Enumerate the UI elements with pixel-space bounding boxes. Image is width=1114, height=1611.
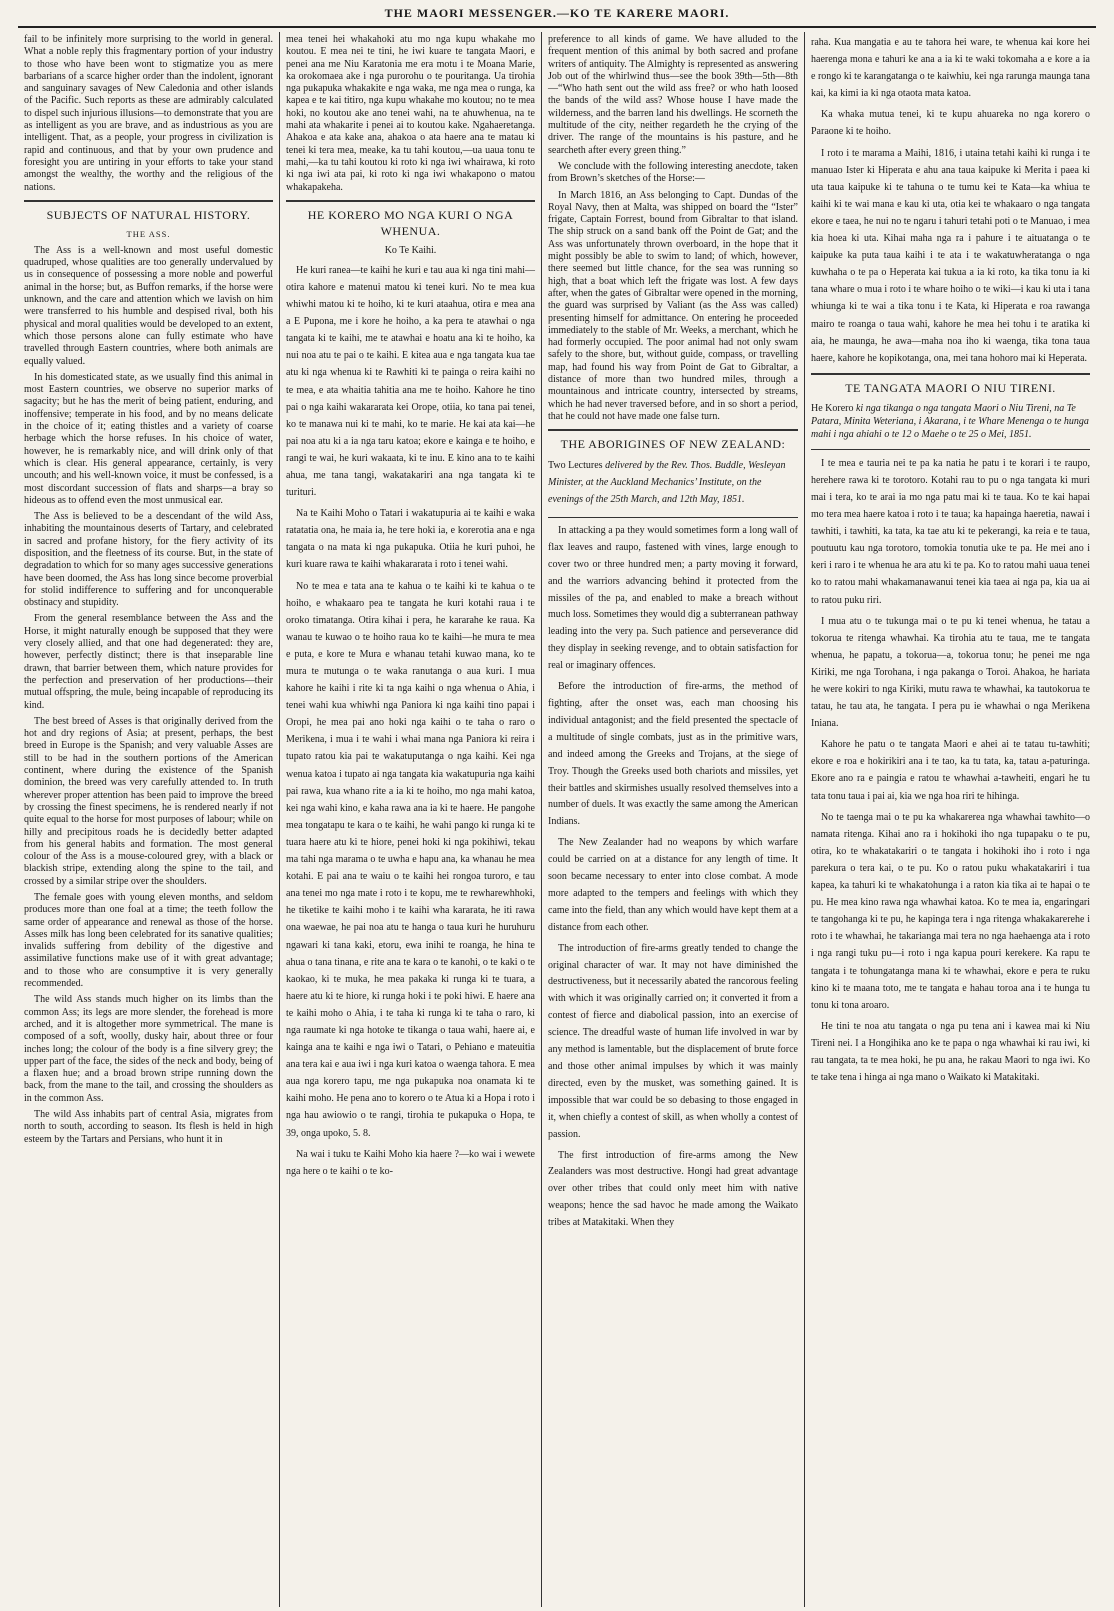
col2-paragraph: Na te Kaihi Moho o Tatari i wakatupuria ai te kaihi e waka ratatatia ona, he maia ia, he tere hoki ia, e korerotia ana e nga tangata o na mata ki nga pukapuka. Otiia he kuri puhoi, he kuri kuare rawa te kaihi whakararata i roto i tenei wahi. (286, 508, 535, 571)
section-rule (286, 200, 535, 202)
col2-paragraph: Na wai i tuku te Kaihi Moho kia haere ?—ko wai i wewete nga here o te kaihi o te ko- (286, 1148, 535, 1177)
col1-paragraph: From the general resemblance between the Ass and the Horse, it might naturally enough be supposed that they were very closely allied, and that one had degenerated: they are, however, perfectly distinct; there is that inseparable line drawn, that barrier between them, which nature provides for the perfection and preservation of her productions—their mutual offspring, the mule, being incapable of reproducing its kind. (24, 613, 273, 711)
col3-paragraph: The introduction of fire-arms greatly tended to change the original character of war. It may not have diminished the destructiveness, but it necessarily abated the rancorous feeling with which it was originally carried on; it converted it from a contest of fierce and diabolical passion, into an exercise of science. The dreadful waste of human life involved in war by any method is lamentable, but the displacement of brute force and those other animal impulses by which it was mainly directed, even by the musket, was something gained. It is impossible that war could be so debasing to those engaged in it, when chiefly a contest of skill, as when wholly a contest of passion. (548, 942, 798, 1140)
column-2 (280, 32, 542, 1607)
col3-paragraph: The first introduction of fire-arms among the New Zealanders was most destructive. Hongi had great advantage over other tribes that could only meet him with native weapons; hence the sad havoc he made among the Waikato tribes at Matakitaki. When they (548, 1149, 798, 1229)
section-rule (811, 373, 1090, 375)
col1-paragraph: The wild Ass stands much higher on its limbs than the common Ass; its legs are more slender, the forehead is more arched, and it is altogether more symmetrical. The mane is composed of a soft, woolly, dusky hair, about three or four inches long; the colour of the body is a fine silvery grey; the upper part of the face, the sides of the neck and body, being of a flaxen hue; and a broad brown stripe running down the back, from the mane to the tail, and crossing the shoulders as in the common Ass. (24, 994, 273, 1104)
col2-heading: HE KORERO MO NGA KURI O NGA WHENUA. (307, 207, 514, 238)
col2-intro: mea tenei hei whakahoki atu mo nga kupu whakahe mo koutou. E mea nei te tini, he iwi kuare te tangata Maori, e penei ana me Niu Karatonia me era motu i te Moana Marie, ka orokomaea ake i nga purorohu o te pouritanga. Ua tirohia nga pukapuka whakakite e nga waka, me nga mea o runga, ka kapea e te kai titiro, nga kupu whakahe mo koutou; no te mea hoki, no koutou ake ano tenei wahi, na te ahuwhenua, na te mahi ata whakarite i penei ai to koutou kake. Ngahaeretanga. Ahakoa e ata kake ana, ahakoa o ata haere ana te matau ki tenei ki tera mea, meake, ka tu tahi koutou,—ua uaua tonu te mahi,—ka tu tahi koutou ki roto ki nga iwi whairawa, ki roto ki nga iwi ata pai, ki roto ki nga iwi whakapono o matou whakapakeha. (286, 34, 535, 193)
section-rule (548, 429, 798, 431)
col4-heading: TE TANGATA MAORI O NIU TIRENI. (845, 380, 1056, 395)
section-rule (548, 517, 798, 518)
col1-paragraph: The wild Ass inhabits part of central Asia, migrates from north to south, according to season. Its flesh is held in high esteem by the Tartars and Persians, who hunt it in (24, 1109, 273, 1145)
col1-heading: SUBJECTS OF NATURAL HISTORY. (46, 207, 251, 222)
col4-paragraph: I te mea e tauria nei te pa ka natia he patu i te korari i te raupo, herehere rawa ki te torotoro. Kotahi rau to pu o nga tangata ki muri mai i tera, ko te arai ia mo nga patu mai ki te taua. Ko te kai hapai mo tera mea haere katoa i roto i te taua; ka hapainga haeretia, nawai i tawhiti, i tawhiti, ka tata, ka tae atu ki te pekerangi, ka reia e te taua, poutuutu kau nga torotoro, tomokia tonutia uke te pa. He mei ano i keri i raro i te whenua he ara atu ki te pa. Ko to ratou mahi uaua tenei ko to ratou mahi whakamanawanui tenei kia taea ai nga pa, kia ua ai to ratou puku riri. (811, 457, 1090, 606)
col3-paragraph: The New Zealander had no weapons by which warfare could be carried on at a distance for any length of time. It soon became necessary to enter into close combat. A mode more adapted to the tempers and feelings with which they came into the field, than any which would have kept them at a distance from each other. (548, 837, 798, 933)
col4-paragraph: No te taenga mai o te pu ka whakarerea nga whawhai tawhito—o namata ritenga. Kihai ano ra i hokihoki iho nga tupapaku o te pu, otira, ko te whakatakariri o te tangata i hokihoki iho i roto i nga parekura o tera kai, o te pu. Ko o ratou puku whakatakariri i tua kapea, ka tahuri ki te whakatohunga i a raton kia tika ai te hapai o te pu. He mea kino rawa nga whawhai katoa. Ko te mea ia, engaringari te tangohanga ki te pu, he kapinga tera i nga ritenga whakakarerehe i roto i te whawhai, he takarianga mai tera no nga haehaenga ata i roto i nga rangi tuku pu—i roto i nga kapua pouri kerekere. Ka rapu te tangata i te tohungatanga mana ki te whawhai, ekore e pera te ruku kino ki te maana toto, me te tangata e hahau toroa ana i te hunga tu tonu ki tona aroaro. (811, 811, 1090, 1011)
col3-section (548, 436, 798, 1232)
col3-paragraph: In attacking a pa they would sometimes form a long wall of flax leaves and raupo, fastened with vines, large enough to cover two or three hundred men; a party moving it forward, and the warriors advancing behind it protected from the missiles of the pa, and enabled to make a breach without much loss. Sometimes they would dig a subterranean pathway leading into the very pa. Such patience and perseverance did they display in seeking revenge, and to obtain satisfaction for real or imaginary offences. (548, 524, 798, 672)
col3-paragraph: Before the introduction of fire-arms, the method of fighting, after the onset was, each man choosing his individual antagonist; and the field presented the spectacle of a multitude of single combats, just as in the primitive wars, and indeed among the Greeks and Trojans, at the siege of Troy. Though the Greeks used both chariots and missiles, yet their battles and skirmishes usually resolved themselves into a number of duels. It was exactly the same among the American Indians. (548, 681, 798, 828)
masthead: THE MAORI MESSENGER.—KO TE KARERE MAORI. (18, 0, 1096, 28)
col2-subheading: Ko Te Kaihi. (384, 244, 437, 256)
columns (18, 32, 1096, 1607)
col4-paragraph: I mua atu o te tukunga mai o te pu ki tenei whenua, he tatau a tokorua te ritenga whawhai. Ka tirohia atu te taua, me te tangata whenua, he papatu, a tokorua—a, tokorua tonu; he penei me nga Kiriki, me nga Torohana, i nga pakanga o Toroi. Ahakoa, he hariata he were kokiri to nga Kiriki, mutu rawa te whawhai, ka tautokorua te tatau, he tau ata, he tangata. I pera pu ie whawhai o nga Merikena Iniana. (811, 615, 1090, 730)
col1-paragraph: The best breed of Asses is that originally derived from the hot and dry regions of Asia; at present, perhaps, the best breed in Europe is the Spanish; and very valuable Asses are still to be had in the southern portions of the American continent, where during the existence of the Spanish dominion, the breed was very carefully attended to. In truth wherever proper attention has been paid to improve the breed by crossing the finest specimens, he is rendered nearly if not quite equal to the horse for most purposes of labour; while on hilly and precipitous roads he is decidedly better adapted from his general habits and formation. The most general colour of the Ass is a mouse-coloured grey, with a black or blackish stripe, extending along the spine to the tail, and crossed by a similar stripe over the shoulders. (24, 715, 273, 887)
col3-intro: We conclude with the following interesting anecdote, taken from Brown’s sketches of the Horse:— (548, 160, 798, 185)
col4-byline (811, 402, 1090, 441)
col1-paragraph: The Ass is a well-known and most useful domestic quadruped, whose qualities are too generally undervalued by us in consequence of possessing a more noble and powerful animal in the horse; but, as Buffon remarks, if the horse were unknown, and the care and attention which we lavish on him were transferred to his humble and despised rival, both his physical and moral qualities would be developed to an extent, which those persons alone can fully estimate who have travelled through Eastern countries, where both animals are equally valued. (24, 244, 273, 367)
col3-byline-lead: Two Lectures (548, 460, 603, 472)
col2-paragraph: He kuri ranea—te kaihi he kuri e tau aua ki nga tini mahi—otira kahore e matenui matou ki tenei kuri. No te mea kua whiwhi matou ki te hoiho, ki te kuri ataahua, otira e mea ana a E Pupona, me i kore he hoiho, a ka pera te atawhai o nga tangata ki te kaihi, me te atawhai e hoatu ana ki te hoiho, ka nui noa atu te pai o te kaihi. E kitea aua e nga tangata kua tae atu ki nga whenua ki te Rawhiti ki te painga o reira kaihi no te mea, e ata whaitia tahitia ana me te hoiho. Kahore he tino pai o nga kaihi wakararata kei Orope, otiia, ko tana pai tenei, ko te manawa nui ki te mahi, ko te marie. He kai ata kai—he pai noa atu ki a ia nga taru katoa; ekore e kainga e te hoiho, e rangi te wai, he kuri wakaata, ki te inu. E kino ana to te kaihi ahua, me tana tangi, wakatakariri ana nga tangata ki te turituri. (286, 264, 535, 499)
section-rule (24, 200, 273, 202)
col4-intro: raha. Kua mangatia e au te tahora hei ware, te whenua kai kore hei haerenga mona e tahuri ke ana a ia ki te waki tokomaha a e kore a ia e rongo ki te karangatanga o te kaiwhiu, kei nga rarunga maunga tana kai, ka kimi ia ki nga otaota mata katoa. (811, 37, 1090, 100)
col1-paragraph: The female goes with young eleven months, and seldom produces more than one foal at a time; the teeth follow the same order of appearance and renewal as those of the horse. Asses milk has long been celebrated for its sanative qualities; invalids suffering from debility of the digestive and assimilative functions make use of it with great advantage; and to those who are consumptive it is very generally recommended. (24, 892, 273, 990)
col4-byline-lead: He Korero (811, 402, 854, 414)
column-3 (542, 32, 805, 1607)
col3-intro: preference to all kinds of game. We have alluded to the frequent mention of this animal by both sacred and profane writers of antiquity. The Almighty is represented as answering Job out of the whirlwind thus—see the book 39th—5th—8th—“Who hath sent out the wild ass free? or who hath loosed the bands of the wild ass? Whose house I have made the wilderness, and the barren land his dwellings. He scorneth the multitude of the city, neither regardeth he the crying of the driver. The range of the mountains is his pasture, and he searcheth after every green thing.” (548, 34, 798, 156)
col3-intro: In March 1816, an Ass belonging to Capt. Dundas of the Royal Navy, then at Malta, was shipped on board the “Ister” frigate, Captain Forrest, bound from Gibraltar to that island. The ship struck on a sand bank off the Point de Gat; and the Ass was unfortunately thrown overboard, in the hope that it might possibly be able to swim to land; of which, however, there seemed but little chance, for the sea was running so high, that a boat which left the frigate was lost. A few days after, when the gates of Gibraltar were opened in the morning, the guard was surprised by Valiant (as the Ass was called) presenting himself for admittance. On entering he proceeded immediately to the stable of Mr. Weeks, a merchant, which he had formerly occupied. The poor animal had not only swam safely to the shore, but, without guide, compass, or travelling map, had found his way from Point de Gat to Gibraltar, a distance of more than two hundred miles, through a mountainous and intricate country, intersected by streams, which he had never traversed before, and in so short a period, that he could not have made one false turn. (548, 189, 798, 422)
column-4 (805, 32, 1096, 1607)
col4-intro: Ka whaka mutua tenei, ki te kupu ahuareka no nga korero o Paraone ki te hoiho. (811, 109, 1090, 138)
col3-byline (548, 458, 798, 509)
section-rule (811, 449, 1090, 450)
column-1 (18, 32, 280, 1607)
col3-heading: THE ABORIGINES OF NEW ZEALAND: (560, 437, 786, 452)
col1-intro: fail to be infinitely more surprising to the world in general. What a noble reply this fragmentary portion of your industry to those who have been wont to stigmatize you as mere barbarians of a scarce higher order than the indolent, ignorant and sanguinary savages of New Caledonia and other islands of the Pacific. Such reports as these are admirably calculated to dispel such injurious illusions—to demonstrate that you are as intelligent as you are brave, and as industrious as you are intelligent. That, as a people, your progress in civilization is rapid and continuous, and that by your own prudence and foresight you are untiring in your efforts to take your stand amongst the wealthy, the worthy and the religious of the nations. (24, 34, 273, 193)
col1-paragraph: In his domesticated state, as we usually find this animal in most Eastern countries, we observe no superior marks of sagacity; but he has the merit of being patient, enduring, and inoffensive; temperate in his food, and by no means delicate in the choice of it; eating thistles and a variety of coarse herbage which the horse refuses. In his choice of water, however, he is remarkably nice, and will drink only of that which is clear. His general appearance, certainly, is very uncouth; and his well-known voice, it must be confessed, is a most discordant succession of flats and sharps—a bray so hideous as to offend even the most unmusical ear. (24, 371, 273, 506)
col4-intro: I roto i te marama a Maihi, 1816, i utaina tetahi kaihi ki runga i te manuao Ister ki Hiperata e ahu ana taua kaipuke ki Merita i paea ki uta taua kaipuke ki te tahuna o te tumu kei te Kata—ka whiua te kaihi ki te wai mana e kau ki uta, otia kei te whakaaro o nga tangata ekore e taea, he nui no te ngaru i tahuri tetahi poti o te Manuao, i mea kia hoea ki uta. Kihai maha nga ra i pahure i te aituatanga o te kaipuke ka puta taua kaihi i te ata i te wakatuwheratanga o nga kuwhaha o te pa o Heperata kai tukua a ia ki roto, ka tika tonu ia ki tana whare o mua i roto i te whare hoiho o te wiki—i kau ki uta i tana whiunga ki te wai a tika tonu i te Kata, ki Hiperata e roa rawanga mairo te roanga o taua wahi, kahore he mea hei tohu i te aratika ki aia, he maunga, he awa—maha noa iho ki waenga, tika tona taua haere, kahore he kopikotanga, ona, mei tana hohoro mai ki Heperata. (811, 147, 1090, 364)
col4-paragraph: Kahore he patu o te tangata Maori e ahei ai te tatau tu-tawhiti; ekore e roa e hokirikiri ana i te tao, ka tu tata, ka, tatau a-paturinga. Ekore ano ra e paingia e ratou te whawhai a-tawheiti, engari he tu tata tonu taua i pai ai, kia we nga hoa riri te hihinga. (811, 739, 1090, 802)
col3-byline-text: delivered by the Rev. Thos. Buddle, Wesleyan Minister, at the Auckland Mechanics’ Institute, on the evenings of the 25th March, and 12th May, 1851. (548, 460, 786, 506)
col1-subheading: THE ASS. (126, 228, 171, 239)
col4-byline-text: ki nga tikanga o nga tangata Maori o Niu Tireni, na Te Patara, Minita Weteriana, i Akarana, i te Whare Menenga o te hunga mahi i nga ahiahi o te 12 o Maehe o te 25 o Mei, 1851. (811, 402, 1089, 440)
col1-paragraph: The Ass is believed to be a descendant of the wild Ass, inhabiting the mountainous deserts of Tartary, and celebrated in sacred and profane history, for the fiery activity of its disposition, and the fleetness of its course. But, in the state of degradation to which for so many ages successive generations have been doomed, the Ass has long since become proverbial for stolid indifference to suffering and for unconquerable obstinacy and stupidity. (24, 511, 273, 609)
col4-paragraph: He tini te noa atu tangata o nga pu tena ani i kawea mai ki Niu Tireni nei. I a Hongihika ano ke te papa o nga whawhai ki rau iwi, ki rau tangata, ta te mea hoki, he pu ana, he rakau Maori to nga iwi. Ko te take tena i hinga ai nga mano o Waikato ki Matakitaki. (811, 1020, 1090, 1084)
col2-paragraph: No te mea e tata ana te kahua o te kaihi ki te kahua o te hoiho, e whakaaro pea te tangata he kuri kotahi raua i te oroko timatanga. Otira kihai i pera, he kararahe ke raua. Ka wanau te kuwao o te hoiho raua ko te kaihi—he mura te mea e puta, e kore te Mura e whanau tetahi kuwao mana, ko te mura te mutunga o te waka ranutanga o aua kuri. I mua kahore he kaihi i rite ki ta nga kaihi o nga whenua o Ahia, i tenei wahi kua whiwhi nga Paniora ki nga kaihi tino papai i Oropi, he mea pai ano hoki nga kaihi o te taha o raro o Merikena, i mua i te wahi i whai mana nga Paniora ki reira i tupato ratou kia pai te wakatuputanga o nga kaihi. Kei nga wenua katoa i tupato ai nga tangata kia wakatupuria nga kaihi pai rawa, kua whano rite a ia ki te hoiho, mo nga mahi katoa, kei nga wahi kino, e kaha rawa ana ia ki te haere. He pangohe mea tongatapu te kara o te kaihi, he wahi pango ki runga ki te tuara haere atu ki te hiore, penei hoki ki nga pokihiwi, tekau ma tahi nga marama o te uwha e hapu ana, ka whanau he mea kotahi. E pai ana te waiu o te kaihi hei rongoa turoro, e tau ana tenei mo nga mate i roto i te kopu, me te rewharewhhoki, he tiketike te kaihi moho i te kaihi wha kararata, he iti rawa ona waewae, he pai noa atu te hanga o taua kuri he huruhuru ngawari ki tana kaki, etoru, ewa inihi te roanga, he hina te ahua o tana tinana, e rite ana te kara o te kanohi, o te kaki o te kaokao, ki te muka, he mea pakaka ki runga ki te tuara, a haere atu ki te hiore, ki runga hoki i te poki hiwi. E haere ana te kaihi moho o Ahia, i te taha ki runga ki te taha o raro, ki nga raumate ki nga hotoke te tikanga o taua wahi, haere ai, e kainga ana te kaihi e nga iwi o Tatari, o Pehiano e mateuitia ana tera kai e aua iwi i nga kuri katoa o waenga tahora. E mea aua nga korero tapu, me nga pukapuka noa onamata ki te kaihi moho. He pena ano to korero o te Atua ki a Hopa i roto i nga hau awiowio o te rangi, tirohia te pukapuka o Hopa, te 39, onga upoko, 5. 8. (286, 580, 535, 1139)
